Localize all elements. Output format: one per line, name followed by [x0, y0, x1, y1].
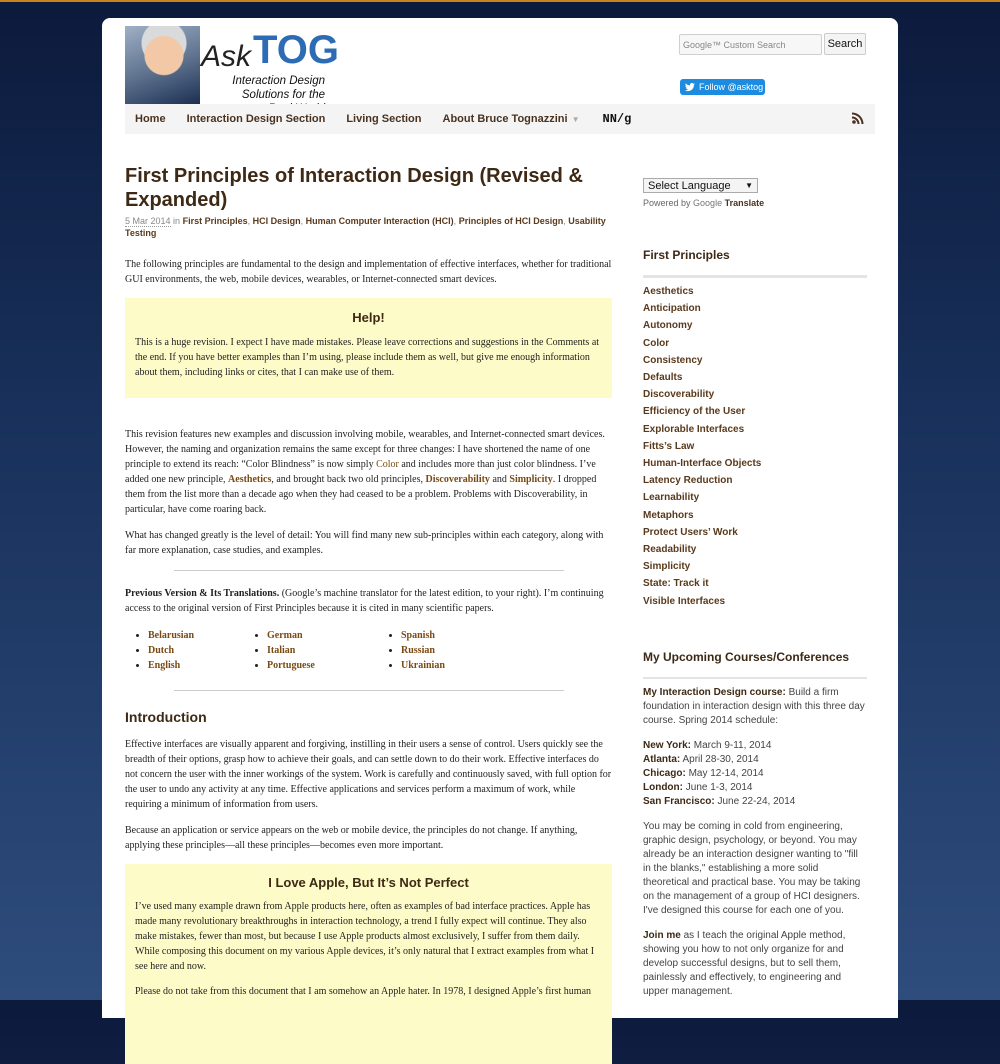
article	[125, 164, 612, 1064]
category-link-usability-testing[interactable]: Usability Testing	[125, 216, 606, 238]
translation-link[interactable]: Ukrainian	[401, 660, 445, 671]
article-date: 5 Mar 2014	[125, 216, 171, 226]
logo-tog-text: TOG	[253, 28, 339, 72]
simplicity-link[interactable]: Simplicity	[509, 474, 553, 485]
revision-and: and	[492, 474, 507, 485]
principle-link[interactable]: Fitts’s Law	[643, 440, 695, 452]
list-item	[401, 658, 508, 673]
principle-link[interactable]: Autonomy	[643, 320, 693, 332]
course-schedule	[643, 739, 867, 809]
list-item	[267, 628, 388, 643]
courses-heading: My Upcoming Courses/Conferences	[643, 650, 867, 679]
principle-link[interactable]: Defaults	[643, 372, 683, 384]
introduction-paragraph-2: Because an application or service appears on the web or mobile device, the principles do not change. If anything, applying these principles—all these principles—becomes even more important.	[125, 825, 578, 851]
category-link-principles[interactable]: Principles of HCI Design	[458, 216, 564, 226]
revision-text-2: and includes more than just color blindness. I’ve added one new principle,	[125, 459, 596, 485]
help-text: This is a huge revision. I expect I have made mistakes. Please leave corrections and suggestions in the Comments at the end. If you have better examples than I’m using, please include them as well, but give me enough information about them, including links or cites, that I can make use of them.	[135, 337, 600, 378]
schedule-dates: May 12-14, 2014	[688, 767, 764, 779]
translation-link[interactable]: Dutch	[148, 645, 175, 656]
introduction-paragraph-1: Effective interfaces are visually apparent and forgiving, instilling in their users a sense of control. Users quickly see the breadth of their options, grasp how to achieve their goals, and can settle down to do their work. Effective interfaces do not concern the user with the inner workings of the system. Work is carefully and continuously saved, with full option for the user to undo any activity at any time. Effective applications and services perform a maximum of work, while requiring a minimum of information from users.	[125, 739, 612, 810]
list-item	[401, 628, 508, 643]
search-button[interactable]: Search	[824, 33, 866, 55]
article-title: First Principles of Interaction Design (Revised & Expanded)	[125, 165, 583, 211]
divider	[174, 570, 564, 571]
first-principles-heading: First Principles	[643, 248, 867, 278]
nav-about-label: About Bruce Tognazzini	[442, 113, 568, 125]
translation-link[interactable]: Spanish	[401, 630, 435, 641]
principle-link[interactable]: Consistency	[643, 354, 703, 366]
nng-logo[interactable]: NN/g	[602, 112, 632, 126]
principle-link[interactable]: Protect Users’ Work	[643, 526, 738, 538]
apple-callout-title: I Love Apple, But It’s Not Perfect	[268, 875, 469, 890]
previous-version-bold: Previous Version & Its Translations.	[125, 588, 280, 599]
nav-living[interactable]: Living Section	[346, 113, 422, 125]
translation-link[interactable]: Italian	[267, 645, 296, 656]
chevron-down-icon: ▼	[571, 115, 580, 124]
principle-link[interactable]: Aesthetics	[643, 286, 694, 297]
search-input[interactable]: Google™ Custom Search	[679, 34, 822, 55]
logo-tagline: Interaction Design Solutions for the	[232, 75, 325, 101]
color-link[interactable]: Color	[376, 459, 399, 470]
schedule-city: San Francisco:	[643, 795, 715, 807]
introduction-heading: Introduction	[125, 709, 207, 725]
discoverability-link[interactable]: Discoverability	[425, 474, 490, 485]
translations-col-3	[388, 628, 508, 673]
google-logo: Google	[693, 198, 723, 208]
meta-in: in	[173, 216, 181, 226]
join-paragraph	[643, 929, 867, 999]
language-select[interactable]	[643, 178, 758, 193]
course-link[interactable]: My Interaction Design course:	[643, 686, 786, 698]
list-item	[267, 658, 388, 673]
principle-link[interactable]: Latency Reduction	[643, 475, 733, 487]
principle-link[interactable]: Discoverability	[643, 389, 715, 401]
schedule-row	[643, 739, 867, 753]
translation-link[interactable]: English	[148, 660, 181, 671]
principle-link[interactable]: Anticipation	[643, 303, 701, 315]
principle-link[interactable]: Simplicity	[643, 561, 691, 573]
category-link-hci-design[interactable]: HCI Design	[252, 216, 301, 226]
article-meta: 5 Mar 2014 in First Principles, HCI Design, Human Computer Interaction (HCI), Principles of HCI Design, Usability Testing	[125, 216, 606, 238]
translations-col-1	[125, 628, 254, 673]
main-nav	[125, 104, 875, 134]
list-item	[148, 658, 254, 673]
divider	[174, 690, 564, 691]
schedule-row	[643, 753, 867, 767]
revision-text-3: , and brought back two old principles,	[271, 474, 423, 485]
detail-paragraph: What has changed greatly is the level of detail: You will find many new sub-principles within each category, along with far more explanation, case studies, and examples.	[125, 530, 604, 556]
list-item	[401, 643, 508, 658]
course-intro	[643, 686, 867, 728]
list-item	[148, 628, 254, 643]
chevron-down-icon: ▼	[745, 181, 753, 190]
course-audience-text: You may be coming in cold from engineering, graphic design, psychology, or beyond. You may already be an interaction designer wanting to "fill in the blanks," establishing a more solid theoretical and practical base. You may be taking on the management of a group of HCI designers. I've designed this course for each one of you.	[643, 820, 861, 916]
logo-ask-text: Ask	[201, 40, 252, 73]
nav-about[interactable]	[443, 113, 580, 125]
aesthetics-link[interactable]: Aesthetics	[228, 474, 272, 485]
list-item	[148, 643, 254, 658]
schedule-row	[643, 795, 867, 809]
principle-link[interactable]: Visible Interfaces	[643, 595, 726, 607]
schedule-city: Atlanta:	[643, 753, 681, 765]
join-link[interactable]: Join me	[643, 929, 681, 941]
apple-callout-text-2: Please do not take from this document that I am somehow an Apple hater. In 1978, I designed Apple’s first human	[135, 986, 592, 997]
asktog-logo[interactable]	[125, 26, 339, 104]
apple-callout	[125, 864, 612, 1064]
principle-link[interactable]: Learnability	[643, 492, 700, 504]
twitter-bird-icon	[685, 83, 695, 92]
sidebar	[643, 178, 867, 999]
principle-link[interactable]: Color	[643, 337, 670, 349]
rss-icon[interactable]	[852, 112, 864, 124]
previous-version-text: (Google’s machine translator for the latest edition, to your right). I’m continuing access to the original version of First Principles because it is cited in many scientific papers.	[125, 588, 604, 614]
schedule-dates: April 28-30, 2014	[682, 753, 759, 765]
translate-link[interactable]: Translate	[724, 198, 765, 208]
principles-list	[643, 283, 867, 610]
schedule-row	[643, 767, 867, 781]
principle-link[interactable]: Explorable Interfaces	[643, 423, 745, 435]
page-container	[102, 18, 898, 1018]
powered-by-google	[643, 198, 867, 208]
schedule-city: New York:	[643, 739, 691, 751]
revision-paragraph	[125, 427, 612, 517]
schedule-dates: March 9-11, 2014	[693, 739, 772, 751]
schedule-city: Chicago:	[643, 767, 686, 779]
powered-by-label: Powered by	[643, 198, 691, 208]
principle-link[interactable]: State: Track it	[643, 578, 709, 590]
schedule-city: London:	[643, 781, 683, 793]
principle-link[interactable]: Human-Interface Objects	[643, 458, 762, 470]
follow-label: Follow @asktog	[699, 82, 764, 92]
language-select-label: Select Language	[648, 179, 731, 192]
translation-link[interactable]: Portuguese	[267, 660, 315, 671]
intro-paragraph: The following principles are fundamental to the design and implementation of effective interfaces, whether for traditional GUI environments, the web, mobile devices, wearables, or Internet-connected smart devices.	[125, 259, 612, 285]
translation-link[interactable]: Belarusian	[148, 630, 195, 641]
help-callout	[125, 298, 612, 398]
list-item	[267, 643, 388, 658]
category-link-hci[interactable]: Human Computer Interaction (HCI)	[305, 216, 454, 226]
twitter-follow-button[interactable]	[680, 79, 765, 95]
nav-interaction-design[interactable]: Interaction Design Section	[186, 113, 326, 125]
help-title: Help!	[352, 310, 385, 325]
join-text: as I teach the original Apple method, showing you how to not only organize for and develop successful designs, but to sell them, painlessly and effectively, to engineering and upper management.	[643, 929, 846, 997]
schedule-dates: June 1-3, 2014	[685, 781, 753, 793]
schedule-dates: June 22-24, 2014	[717, 795, 796, 807]
previous-version-paragraph	[125, 586, 612, 616]
translations-list	[125, 628, 612, 673]
apple-callout-text-1: I’ve used many example drawn from Apple products here, often as examples of bad interface practices. Apple has made many revolutionary breakthroughs in interaction technology, a trend I fully expect will continue. They also make mistakes, fewer than most, but because I use Apple products almost exclusively, I suffer from them daily. While composing this document on my various Apple devices, it’s only natural that I extract examples from what I see here and now.	[135, 901, 595, 972]
revision-text-4: . I dropped them from the list more than a decade ago when they had ceased to be a problem. Problems with Discoverability, in particular, have come roaring back.	[125, 474, 597, 515]
principle-link[interactable]: Readability	[643, 544, 697, 556]
translation-link[interactable]: German	[267, 630, 303, 641]
principle-link[interactable]: Metaphors	[643, 509, 694, 521]
translation-link[interactable]: Russian	[401, 645, 435, 656]
course-description: Build a firm foundation in interaction design with this three day course. Spring 2014 schedule:	[643, 686, 865, 726]
principle-link[interactable]: Efficiency of the User	[643, 406, 746, 418]
nav-home[interactable]: Home	[135, 113, 166, 125]
revision-text-1: This revision features new examples and discussion involving mobile, wearables, and Internet-connected smart devices. However, the naming and organization remains the same except for three changes: I have shortened the name of one principle to extend its reach: “Color Blindness” is now simply	[125, 429, 605, 470]
translations-col-2	[254, 628, 388, 673]
author-photo	[125, 26, 200, 104]
category-link-first-principles[interactable]: First Principles	[182, 216, 248, 226]
schedule-row	[643, 781, 867, 795]
